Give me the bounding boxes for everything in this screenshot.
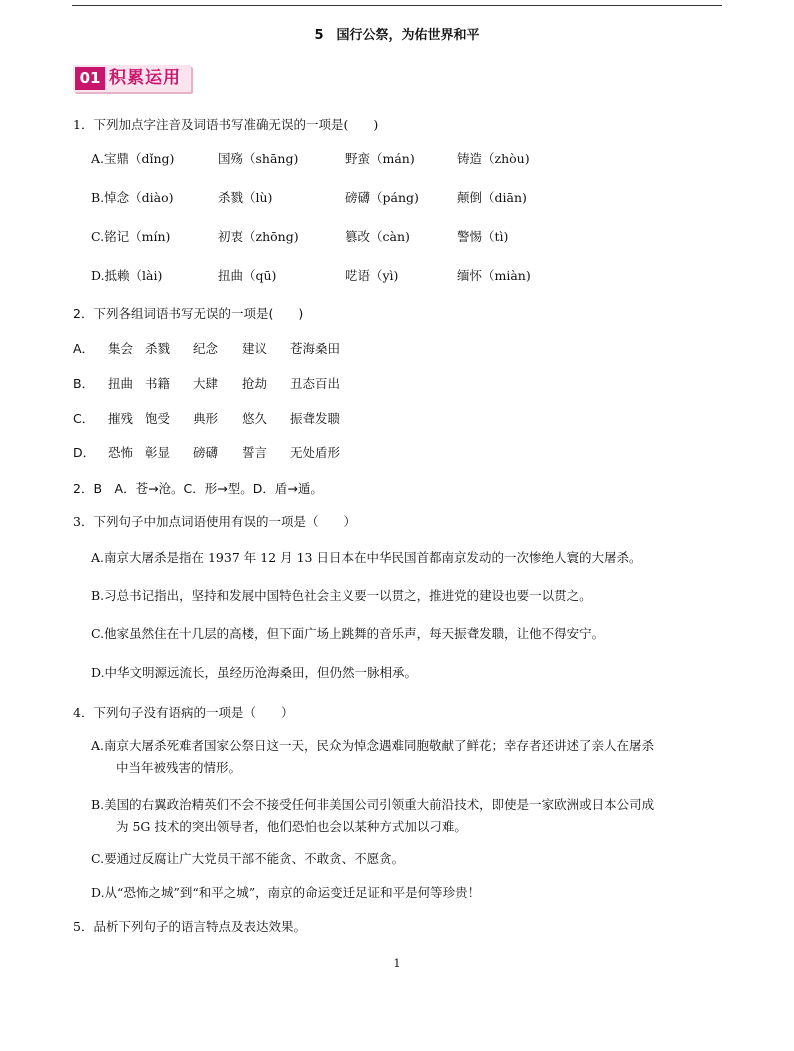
q1-option-cell: 铸造（zhòu) [457,151,530,166]
q2-option-letter: B． [73,376,95,391]
lesson-title: 5 国行公祭，为佑世界和平 [314,28,480,43]
q3-option-b: B.习总书记指出，坚持和发展中国特色社会主义要一以贯之，推进党的建设也要一以贯之。 [91,588,592,603]
q2-answer: 2．B A．苍→沧。C．形→型。D．盾→遁。 [73,481,323,496]
q4-option-a-line2: 中当年被残害的情形。 [116,760,242,775]
q2-word: 建议 [242,341,268,356]
q1-option-cell: C.铭记（mín) [91,229,171,244]
q1-option-cell: A.宝鼎（dǐng) [91,151,175,166]
q3-option-c: C.他家虽然住在十几层的高楼，但下面广场上跳舞的音乐声，每天振聋发聩，让他不得安宁。 [91,626,605,641]
q4-option-d: D.从“恐怖之城”到“和平之城”，南京的命运变迁足证和平是何等珍贵！ [91,885,481,900]
q2-word: 饱受 [145,411,171,426]
q4-option-a-line1: A.南京大屠杀死难者国家公祭日这一天，民众为悼念遇难同胞敬献了鲜花；幸存者还讲述了亲人在屠杀 [91,738,655,753]
q3-option-d: D.中华文明源远流长，虽经历沧海桑田，但仍然一脉相承。 [91,665,418,680]
q2-word: 悠久 [242,411,268,426]
q1-option-cell: 警惕（tì) [457,229,509,244]
q2-word: 无处盾形 [290,445,341,460]
q2-option-letter: D． [73,445,96,460]
q1-option-cell: 缅怀（miàn) [457,268,531,283]
q2-word: 誓言 [242,445,268,460]
q1-option-cell: 扭曲（qū) [218,268,277,283]
q1-option-cell: B.悼念（diào) [91,190,174,205]
section-number: 01 [75,67,105,90]
q2-word: 大肆 [193,376,219,391]
q2-word: 杀戮 [145,341,171,356]
q2-word: 纪念 [193,341,219,356]
q1-stem: 1．下列加点字注音及词语书写准确无误的一项是( ) [73,117,379,132]
q2-word: 集会 [108,341,134,356]
q4-option-b-line2: 为 5G 技术的突出领导者，他们恐怕也会以某种方式加以刁难。 [116,819,467,834]
q3-option-a: A.南京大屠杀是指在 1937 年 12 月 13 日日本在中华民国首都南京发动的一次惨绝人寰的大屠杀。 [91,550,642,565]
q2-word: 丑态百出 [290,376,341,391]
q2-option-letter: A． [73,341,95,356]
q4-stem: 4．下列句子没有语病的一项是（ ） [73,705,294,720]
q1-option-cell: 杀戮（lù) [218,190,273,205]
q3-stem: 3．下列句子中加点词语使用有误的一项是（ ） [73,514,356,529]
q4-option-c: C.要通过反腐让广大党员干部不能贪、不敢贪、不愿贪。 [91,851,405,866]
q2-word: 书籍 [145,376,171,391]
section-badge [73,65,191,92]
q1-option-cell: 颠倒（diān) [457,190,527,205]
section-label: 积累运用 [109,68,181,88]
q1-option-cell: 呓语（yì) [345,268,399,283]
q2-word: 扭曲 [108,376,134,391]
page-number: 1 [393,957,401,970]
q2-word: 磅礴 [193,445,219,460]
q2-option-letter: C． [73,411,95,426]
q1-option-cell: 篡改（càn) [345,229,410,244]
header-rule [72,5,722,6]
q4-option-b-line1: B.美国的右翼政治精英们不会不接受任何非美国公司引领重大前沿技术，即使是一家欧洲或日本公司成 [91,797,655,812]
q1-option-cell: D.抵赖（lài) [91,268,163,283]
q2-word: 振聋发聩 [290,411,341,426]
q2-word: 典形 [193,411,219,426]
q1-option-cell: 磅礴（páng) [345,190,419,205]
q5-stem: 5．品析下列句子的语言特点及表达效果。 [73,919,306,934]
q2-word: 苍海桑田 [290,341,341,356]
q1-option-cell: 野蛮（mán) [345,151,415,166]
q2-word: 恐怖 [108,445,134,460]
q2-stem: 2．下列各组词语书写无误的一项是( ) [73,306,304,321]
q2-word: 抢劫 [242,376,268,391]
q2-word: 摧残 [108,411,134,426]
q2-word: 彰显 [145,445,171,460]
q1-option-cell: 国殇（shāng) [218,151,299,166]
q1-option-cell: 初衷（zhōng) [218,229,299,244]
